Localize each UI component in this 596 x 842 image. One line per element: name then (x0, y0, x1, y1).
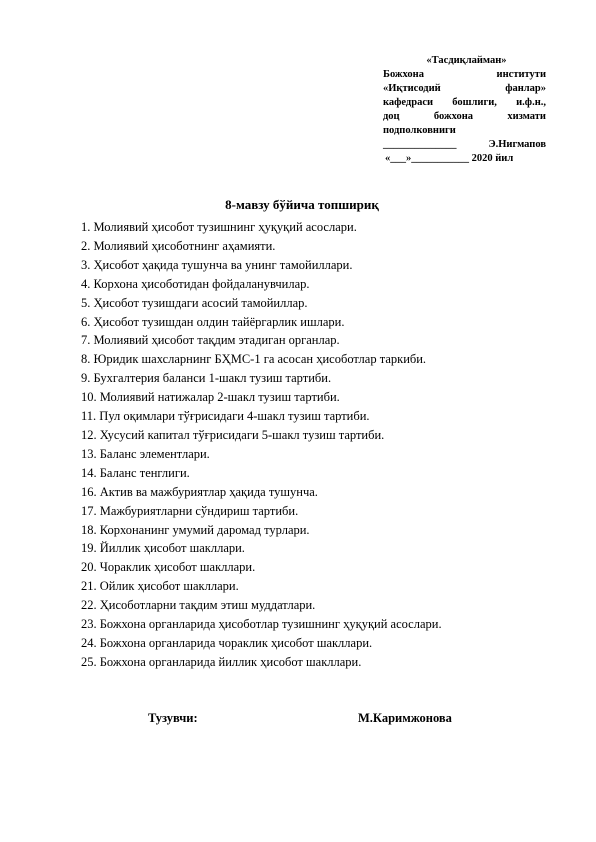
signatory-name: Э.Нигмапов (488, 139, 546, 150)
approval-rank: подполковниги (383, 125, 456, 136)
compiler-label: Тузувчи: (148, 711, 198, 725)
list-item: 14. Баланс тенглиги. (81, 465, 190, 480)
approval-line: Божхона институти (383, 69, 546, 80)
list-item: 6. Ҳисобот тузишдан олдин тайёргарлик ишлари. (81, 314, 345, 329)
list-item: 22. Ҳисоботларни тақдим этиш муддатлари. (81, 598, 316, 613)
list-item: 13. Баланс элементлари. (81, 446, 210, 461)
list-item: 25. Божхона органларида йиллик ҳисобот шакллари. (81, 654, 362, 669)
list-item: 11. Пул оқимлари тўғрисидаги 4-шакл тузиш тартиби. (81, 409, 370, 424)
approval-header: «Тасдиқлайман» (426, 55, 507, 66)
list-item: 2. Молиявий ҳисоботнинг аҳамияти. (81, 238, 276, 253)
list-item: 17. Мажбуриятларни сўндириш тартиби. (81, 503, 299, 518)
approval-block (383, 54, 546, 166)
compiler-name: М.Каримжонова (358, 711, 452, 725)
list-item: 1. Молиявий ҳисобот тузишнинг ҳуқуқий асослари. (81, 220, 357, 234)
list-item: 9. Бухгалтерия баланси 1-шакл тузиш тартиби. (81, 371, 332, 386)
approval-line: кафедраси бошлиги, и.ф.н., (383, 97, 546, 108)
list-item: 23. Божхона органларида ҳисоботлар тузишнинг ҳуқуқий асослари. (81, 617, 442, 632)
signature-row (383, 138, 546, 152)
list-item: 21. Ойлик ҳисобот шакллари. (81, 579, 239, 594)
approval-date: «___»___________ 2020 йил (385, 153, 514, 164)
list-item: 18. Корхонанинг умумий даромад турлари. (81, 522, 310, 537)
list-item: 7. Молиявий ҳисобот тақдим этадиган органлар. (81, 333, 340, 348)
list-item: 16. Актив ва мажбуриятлар ҳақида тушунча. (81, 484, 318, 499)
signature-line: ______________ (383, 139, 457, 150)
list-item: 4. Корхона ҳисоботидан фойдаланувчилар. (81, 276, 310, 291)
approval-line: доц божхона хизмати (383, 111, 546, 122)
list-item: 3. Ҳисобот ҳақида тушунча ва унинг тамойиллари. (81, 257, 353, 272)
list-item: 8. Юридик шахсларнинг БҲМС-1 га асосан ҳисоботлар таркиби. (81, 352, 427, 367)
list-item: 24. Божхона органларида чораклик ҳисобот шакллари. (81, 635, 373, 650)
list-item: 20. Чораклик ҳисобот шакллари. (81, 560, 256, 575)
list-item: 10. Молиявий натижалар 2-шакл тузиш тартиби. (81, 390, 340, 405)
list-item: 5. Ҳисобот тузишдаги асосий тамойиллар. (81, 295, 308, 310)
list-item: 19. Йиллик ҳисобот шакллари. (81, 541, 245, 556)
list-item: 12. Хусусий капитал тўғрисидаги 5-шакл тузиш тартиби. (81, 427, 385, 442)
page-title: 8-мавзу бўйича топшириқ (225, 197, 379, 212)
approval-line: «Иқтисодий фанлар» (383, 83, 546, 94)
task-list (81, 218, 442, 672)
